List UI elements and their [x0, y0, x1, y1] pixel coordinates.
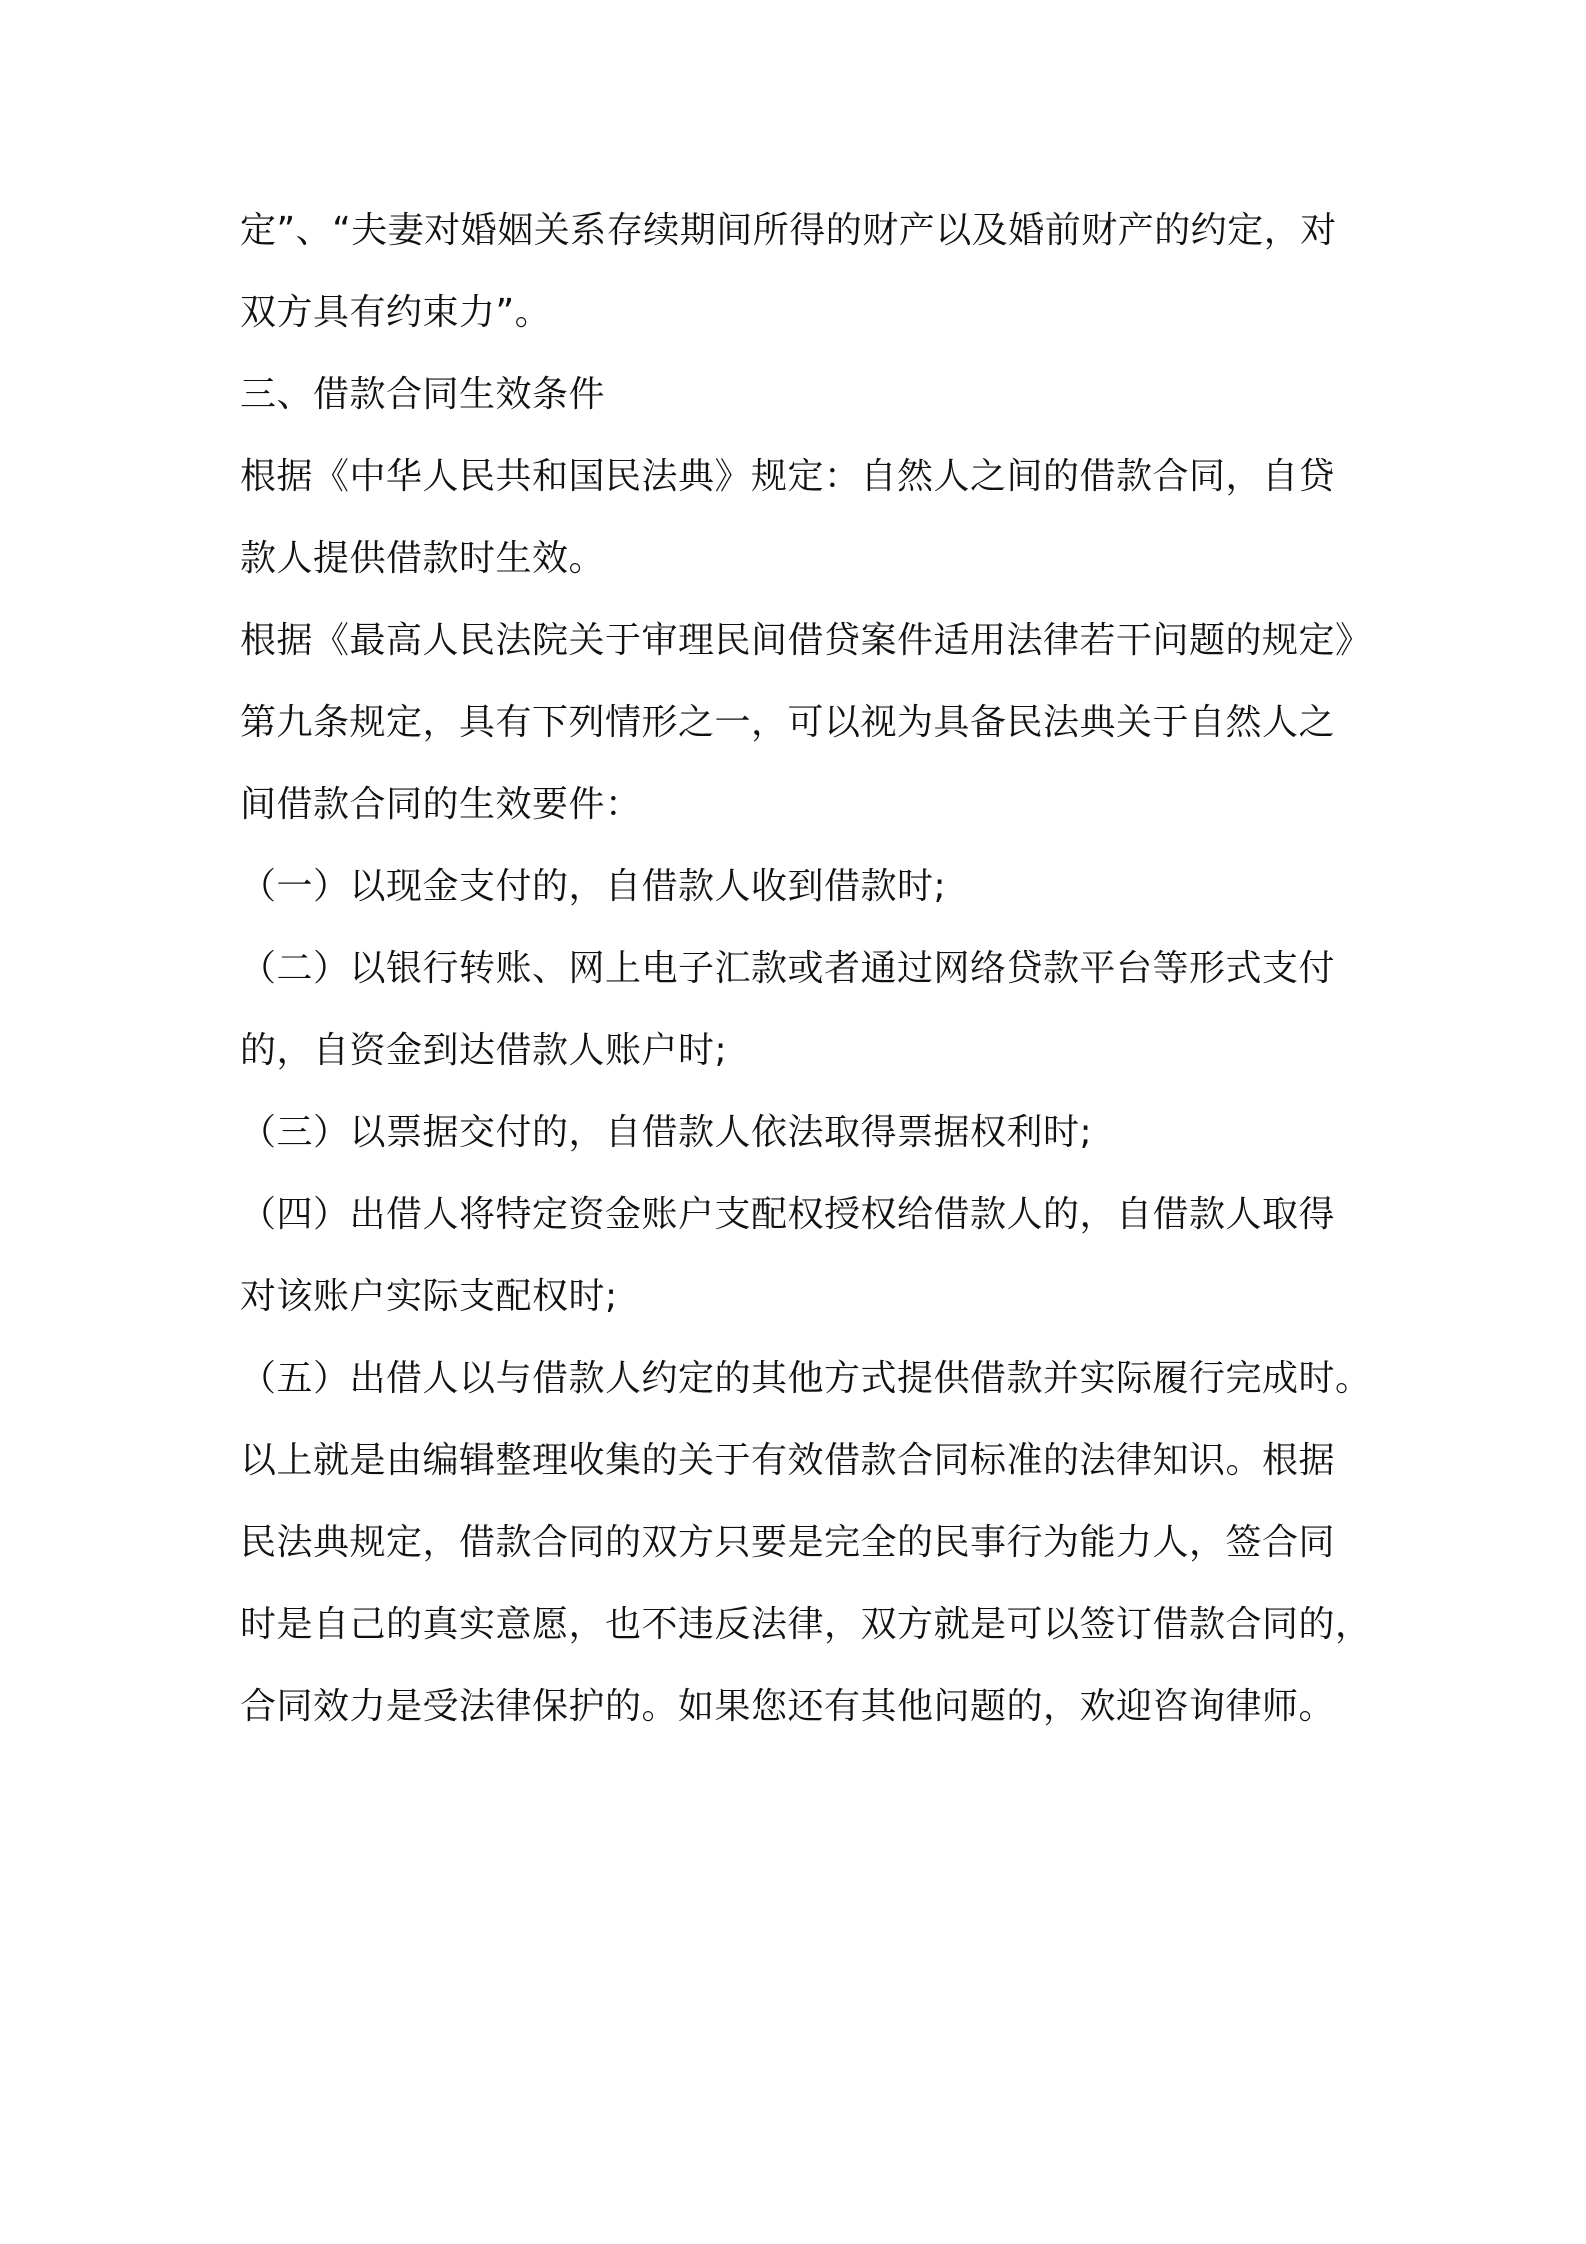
- list-item: （五）出借人以与借款人约定的其他方式提供借款并实际履行完成时。: [240, 1358, 1372, 1399]
- list-item: （四）出借人将特定资金账户支配权授权给借款人的，自借款人取得: [240, 1194, 1336, 1235]
- text-line: 间借款合同的生效要件：: [240, 784, 642, 825]
- section-heading: 三、借款合同生效条件: [240, 374, 606, 415]
- list-item: （三）以票据交付的，自借款人依法取得票据权利时;: [240, 1112, 1093, 1153]
- text-line: 以上就是由编辑整理收集的关于有效借款合同标准的法律知识。根据: [240, 1440, 1336, 1481]
- list-item: （一）以现金支付的，自借款人收到借款时;: [240, 866, 947, 907]
- text-line: 根据《中华人民共和国民法典》规定：自然人之间的借款合同，自贷: [240, 456, 1336, 497]
- text-line: 根据《最高人民法院关于审理民间借贷案件适用法律若干问题的规定》: [240, 620, 1372, 661]
- list-item-continuation: 的，自资金到达借款人账户时;: [240, 1030, 728, 1071]
- text-line: 双方具有约束力”。: [240, 292, 552, 333]
- text-line: 第九条规定，具有下列情形之一，可以视为具备民法典关于自然人之: [240, 702, 1336, 743]
- text-line: 款人提供借款时生效。: [240, 538, 606, 579]
- text-line: 合同效力是受法律保护的。如果您还有其他问题的，欢迎咨询律师。: [240, 1686, 1336, 1727]
- text-line: 民法典规定，借款合同的双方只要是完全的民事行为能力人，签合同: [240, 1522, 1336, 1563]
- text-line: 时是自己的真实意愿，也不违反法律，双方就是可以签订借款合同的，: [240, 1604, 1372, 1645]
- list-item: （二）以银行转账、网上电子汇款或者通过网络贷款平台等形式支付: [240, 948, 1336, 989]
- list-item-continuation: 对该账户实际支配权时;: [240, 1276, 618, 1317]
- text-line: 定”、“夫妻对婚姻关系存续期间所得的财产以及婚前财产的约定，对: [240, 210, 1337, 251]
- document-body: [240, 190, 1370, 1748]
